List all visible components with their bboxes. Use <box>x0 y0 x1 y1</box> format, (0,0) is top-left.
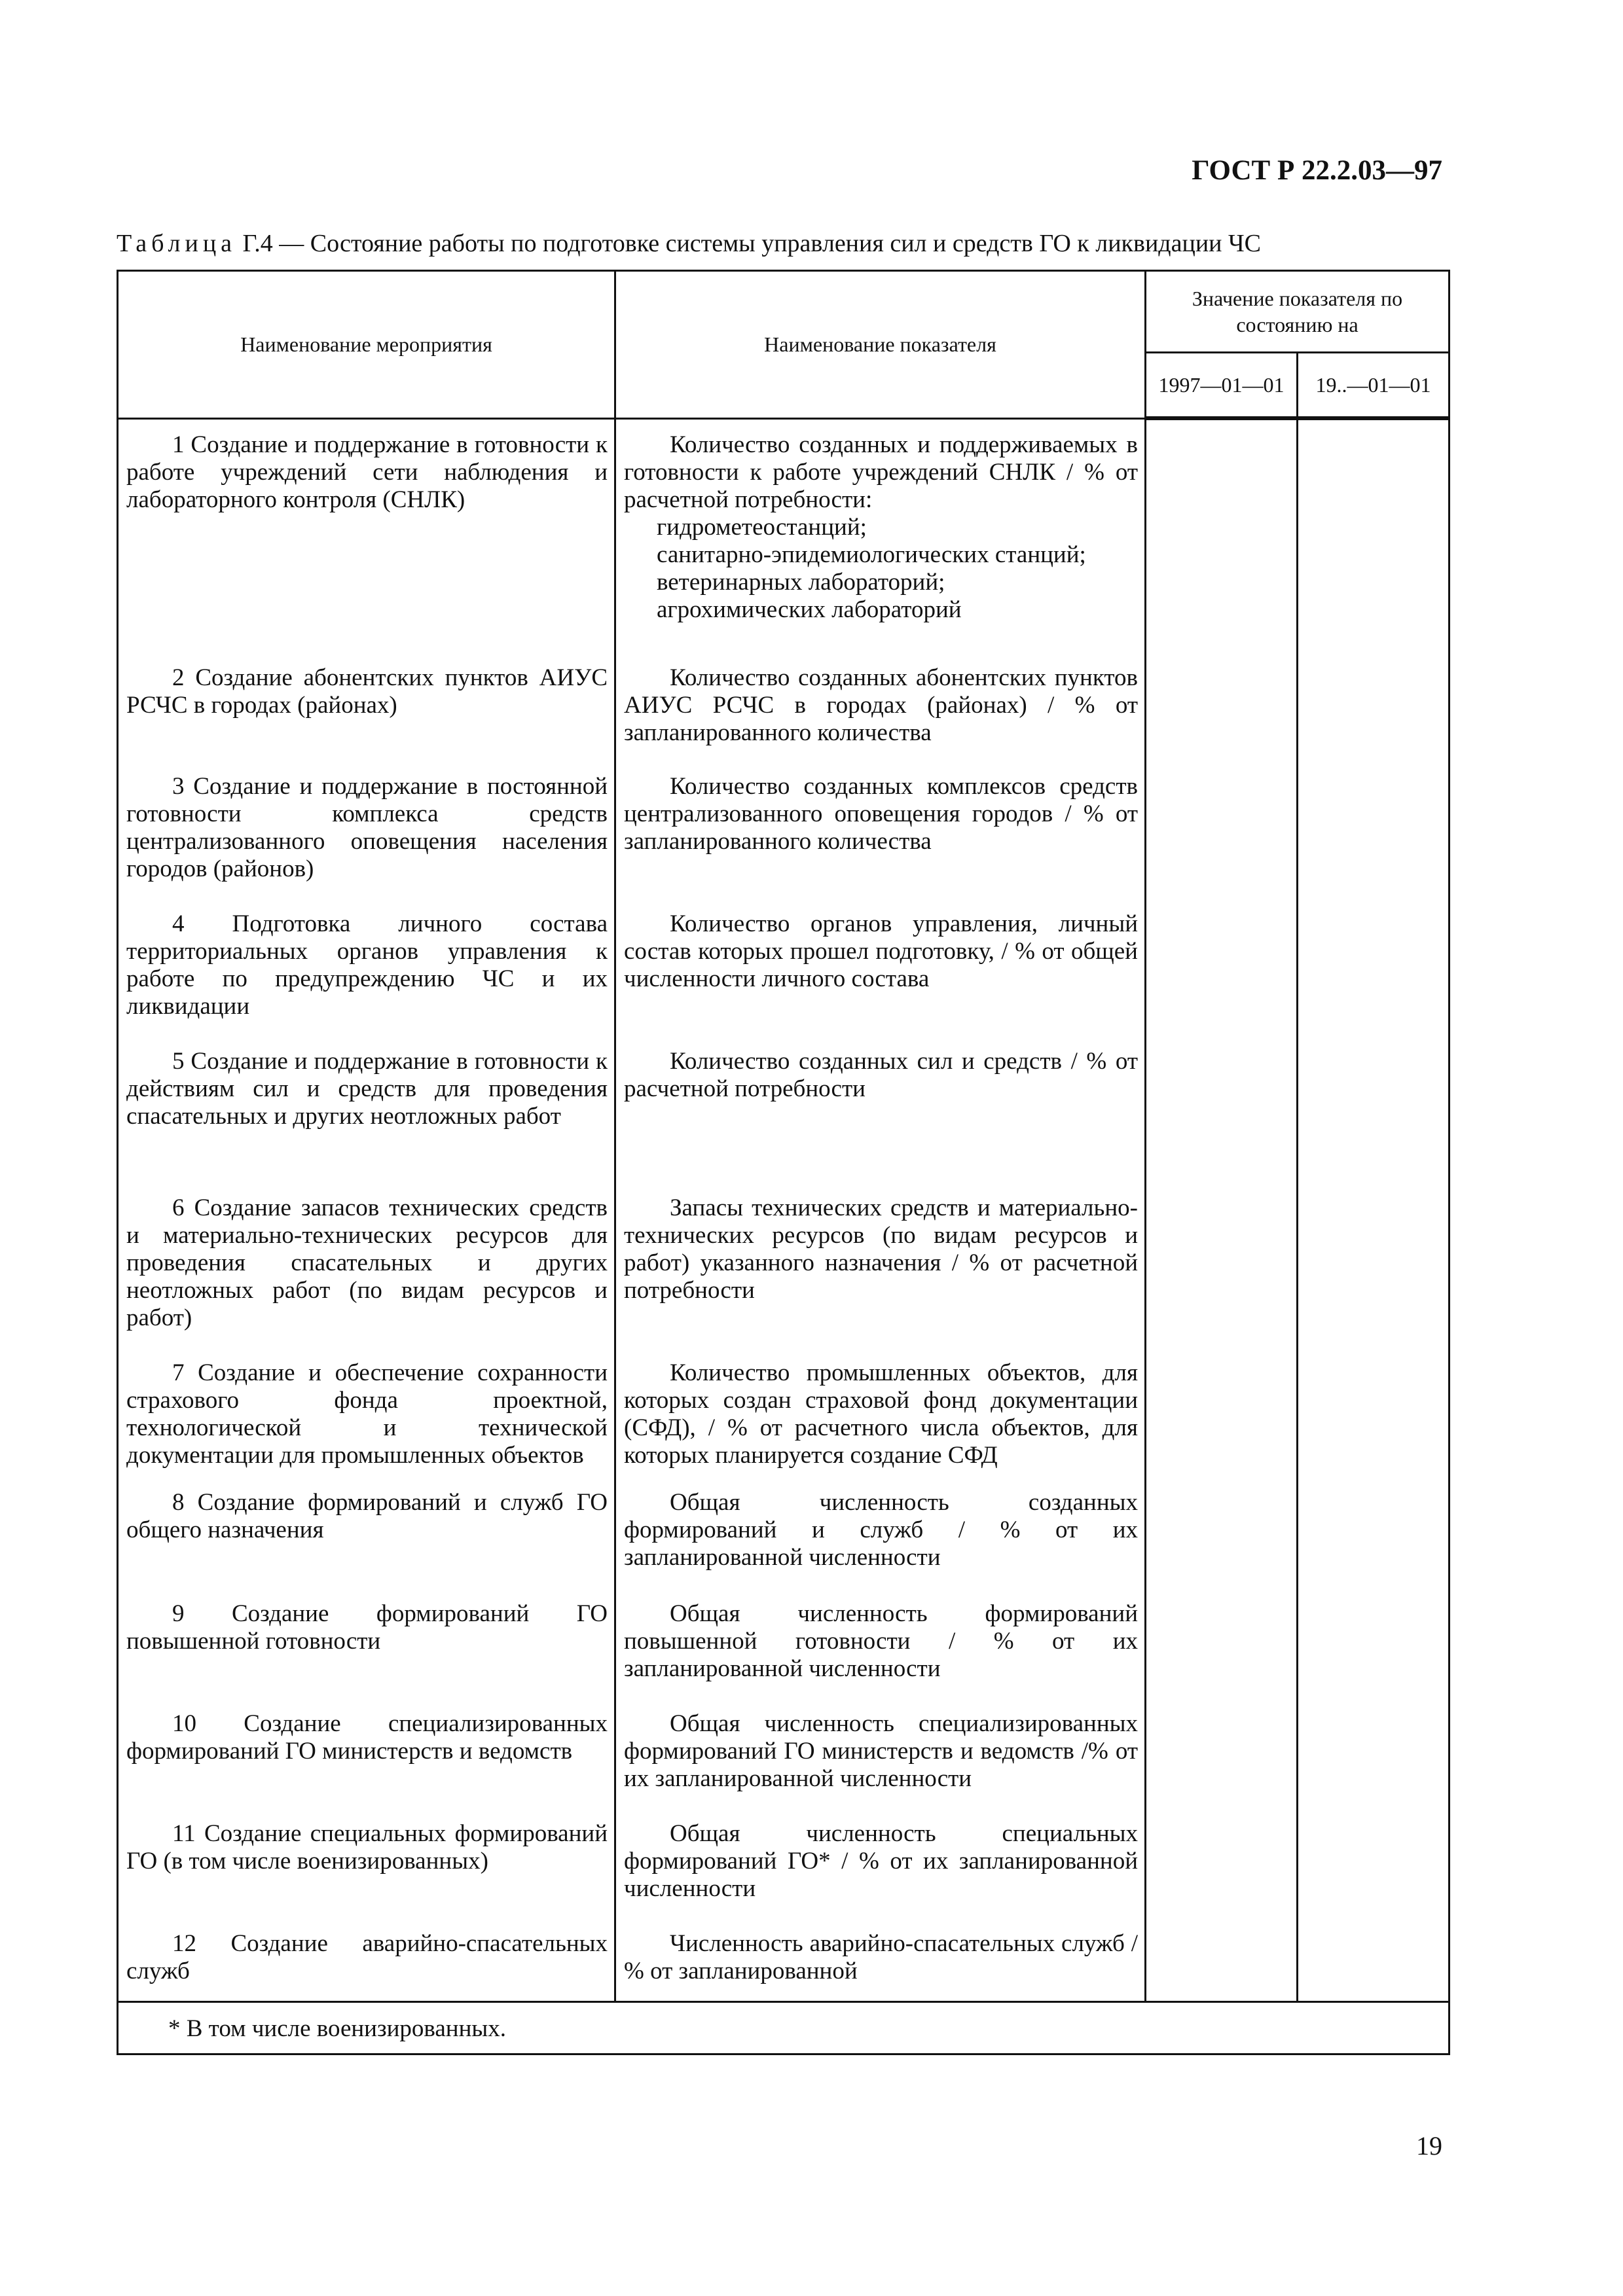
table-row-measure <box>126 1359 608 1489</box>
measure-text: 3 Создание и поддержание в постоянной готовности комплекса средств централизованного оповещения населения городов (районов) <box>126 772 608 882</box>
value-1997-column <box>1146 418 1298 2001</box>
table-row-indicator <box>624 1489 1138 1600</box>
table-row-measure <box>126 1710 608 1820</box>
table-row-indicator <box>624 1048 1138 1194</box>
table-header-row <box>118 271 1450 353</box>
indicator-text: Общая численность специальных формирований ГО* / % от их запланированной численности <box>624 1820 1138 1902</box>
indicator-text: Количество органов управления, личный состав которых прошел подготовку, / % от общей численности личного состава <box>624 910 1138 992</box>
table-row-indicator <box>624 1359 1138 1489</box>
measure-text: 1 Создание и поддержание в готовности к работе учреждений сети наблюдения и лабораторного контроля (СНЛК) <box>126 431 608 513</box>
measure-text: 10 Создание специализированных формирований ГО министерств и ведомств <box>126 1710 608 1765</box>
table-row-measure <box>126 910 608 1048</box>
table-row-indicator <box>624 1600 1138 1710</box>
value-19xx-column <box>1298 418 1450 2001</box>
table-caption-number: Г.4 <box>242 230 273 257</box>
table-row-measure <box>126 664 608 773</box>
table-row-indicator <box>624 664 1138 773</box>
header-value-text: Значение показателя по состоянию на <box>1192 287 1403 336</box>
table-row-measure <box>126 1048 608 1194</box>
table-row-measure <box>126 1930 608 2001</box>
indicator-subitem: гидрометеостанций; <box>657 513 867 541</box>
indicator-text: Общая численность специализированных формирований ГО министерств и ведомств /% от их запланированной численности <box>624 1710 1138 1792</box>
header-indicator: Наименование показателя <box>615 271 1146 419</box>
measures-column <box>118 418 615 2001</box>
indicator-subitem: санитарно-эпидемиологических станций; <box>657 541 1086 568</box>
table-footnote-row <box>118 2001 1450 2054</box>
table-row-measure <box>126 1194 608 1359</box>
indicator-text: Количество созданных комплексов средств централизованного оповещения городов / % от запланированного количества <box>624 772 1138 855</box>
table-row-indicator <box>624 431 1138 664</box>
table-row-indicator <box>624 773 1138 910</box>
table-caption-text: — Состояние работы по подготовке системы управления сил и средств ГО к ликвидации ЧС <box>272 230 1262 257</box>
header-date-1997: 1997—01—01 <box>1146 353 1298 419</box>
measure-text: 7 Создание и обеспечение сохранности страхового фонда проектной, технологической и технической документации для промышленных объектов <box>126 1359 608 1469</box>
header-value <box>1146 271 1450 353</box>
table-caption-label: Таблица <box>117 230 237 257</box>
indicator-subitem: ветеринарных лабораторий; <box>657 568 945 596</box>
header-date-19xx: 19..—01—01 <box>1298 353 1450 419</box>
table-row-indicator <box>624 1930 1138 2001</box>
indicator-text: Количество созданных сил и средств / % от расчетной потребности <box>624 1047 1138 1102</box>
indicator-text: Количество созданных и поддерживаемых в готовности к работе учреждений СНЛК / % от расчетной потребности: <box>624 431 1138 513</box>
table-row-indicator <box>624 910 1138 1048</box>
table-row-measure <box>126 773 608 910</box>
table-caption <box>117 229 1261 258</box>
measure-text: 6 Создание запасов технических средств и материально-технических ресурсов для проведения спасательных и других неотложных работ (по видам ресурсов и работ) <box>126 1194 608 1331</box>
indicator-subitem: агрохимических лабораторий <box>657 596 962 623</box>
table-footnote: * В том числе военизированных. <box>118 2001 1450 2054</box>
indicator-text: Общая численность созданных формирований и служб / % от их запланированной численности <box>624 1488 1138 1571</box>
table-row-measure <box>126 1489 608 1600</box>
indicators-column <box>615 418 1146 2001</box>
header-measure: Наименование мероприятия <box>118 271 615 419</box>
page-number: 19 <box>1416 2131 1442 2161</box>
table-row-indicator <box>624 1194 1138 1359</box>
document-code: ГОСТ Р 22.2.03—97 <box>1192 155 1442 186</box>
measure-text: 11 Создание специальных формирований ГО (в том числе военизированных) <box>126 1820 608 1874</box>
measure-text: 4 Подготовка личного состава территориальных органов управления к работе по предупреждению ЧС и их ликвидации <box>126 910 608 1020</box>
table-row-indicator <box>624 1710 1138 1820</box>
indicator-text: Общая численность формирований повышенной готовности / % от их запланированной численности <box>624 1600 1138 1682</box>
measure-text: 12 Создание аварийно-спасательных служб <box>126 1929 608 1984</box>
measure-text: 2 Создание абонентских пунктов АИУС РСЧС в городах (районах) <box>126 664 608 719</box>
table-body-row <box>118 418 1450 2001</box>
indicator-text: Запасы технических средств и материально-технических ресурсов (по видам ресурсов и работ) указанного назначения / % от расчетной потребности <box>624 1194 1138 1304</box>
measure-text: 9 Создание формирований ГО повышенной готовности <box>126 1600 608 1655</box>
measure-text: 5 Создание и поддержание в готовности к действиям сил и средств для проведения спасательных и других неотложных работ <box>126 1047 608 1130</box>
table-row-measure <box>126 1820 608 1930</box>
table-row-measure <box>126 431 608 664</box>
table-row-indicator <box>624 1820 1138 1930</box>
indicator-text: Количество промышленных объектов, для которых создан страховой фонд документации (СФД), / % от расчетного числа объектов, для которых планируется создание СФД <box>624 1359 1138 1469</box>
indicator-text: Количество созданных абонентских пунктов АИУС РСЧС в городах (районах) / % от запланированного количества <box>624 664 1138 746</box>
indicator-text: Численность аварийно-спасательных служб / % от запланированной <box>624 1929 1138 1984</box>
table-row-measure <box>126 1600 608 1710</box>
measure-text: 8 Создание формирований и служб ГО общего назначения <box>126 1488 608 1543</box>
events-table <box>117 270 1450 2055</box>
